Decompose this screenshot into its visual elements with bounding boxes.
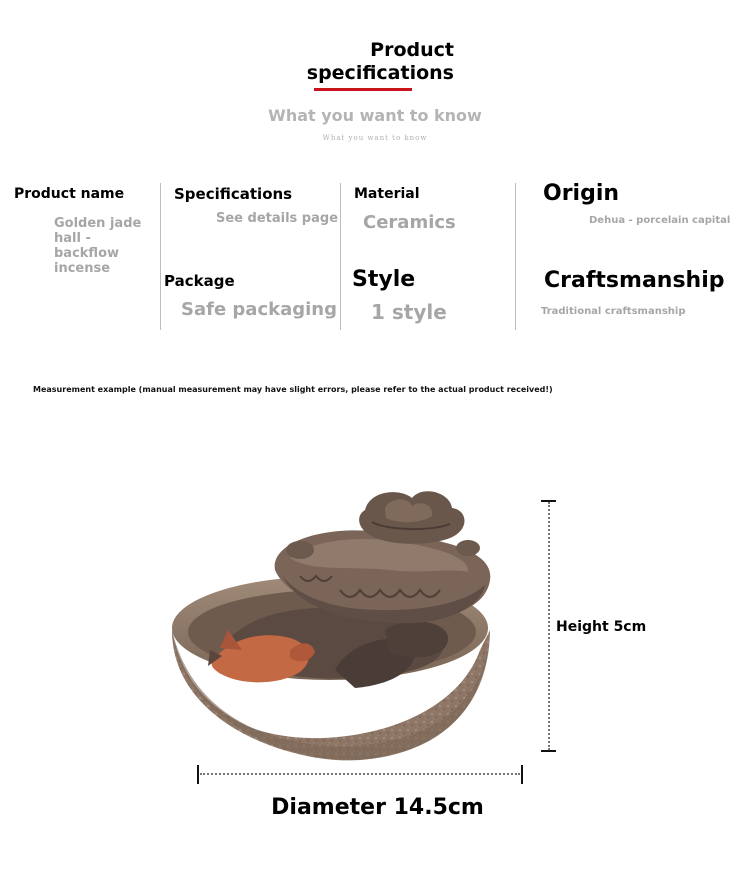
spec-divider <box>160 183 161 330</box>
spec-label-craftsmanship: Craftsmanship <box>544 268 725 293</box>
diameter-dimension-left-tick <box>197 765 199 784</box>
spec-label-style: Style <box>352 267 416 292</box>
spec-value-product-name: Golden jade hall - backflow incense <box>54 216 142 276</box>
spec-value-material: Ceramics <box>363 212 456 233</box>
spec-value-craftsmanship: Traditional craftsmanship <box>541 306 686 317</box>
measurement-note: Measurement example (manual measurement may have slight errors, please refer to the actual product received!) <box>33 385 553 394</box>
page-title-line2: specifications <box>306 62 454 84</box>
height-dimension-bottom-tick <box>541 750 556 752</box>
spec-value-specifications: See details page <box>216 211 339 226</box>
page-subtitle: What you want to know <box>268 106 482 125</box>
product-image <box>150 480 510 770</box>
height-label: Height 5cm <box>556 619 647 635</box>
spec-value-package: Safe packaging <box>181 299 337 320</box>
height-dimension-line <box>548 502 550 750</box>
spec-label-origin: Origin <box>543 181 620 206</box>
spec-divider <box>515 183 516 330</box>
page-title-line1: Product <box>370 39 454 61</box>
spec-label-product-name: Product name <box>14 186 125 202</box>
page-subtitle-small: What you want to know <box>322 134 428 142</box>
spec-divider <box>340 183 341 330</box>
diameter-dimension-line <box>200 773 520 775</box>
diameter-label: Diameter 14.5cm <box>271 795 484 820</box>
spec-label-material: Material <box>354 186 420 202</box>
diameter-dimension-right-tick <box>521 765 523 784</box>
spec-label-package: Package <box>164 272 235 290</box>
title-underline <box>314 88 412 91</box>
spec-value-origin: Dehua - porcelain capital <box>589 215 731 226</box>
spec-label-specifications: Specifications <box>174 185 293 203</box>
spec-value-style: 1 style <box>371 300 447 324</box>
